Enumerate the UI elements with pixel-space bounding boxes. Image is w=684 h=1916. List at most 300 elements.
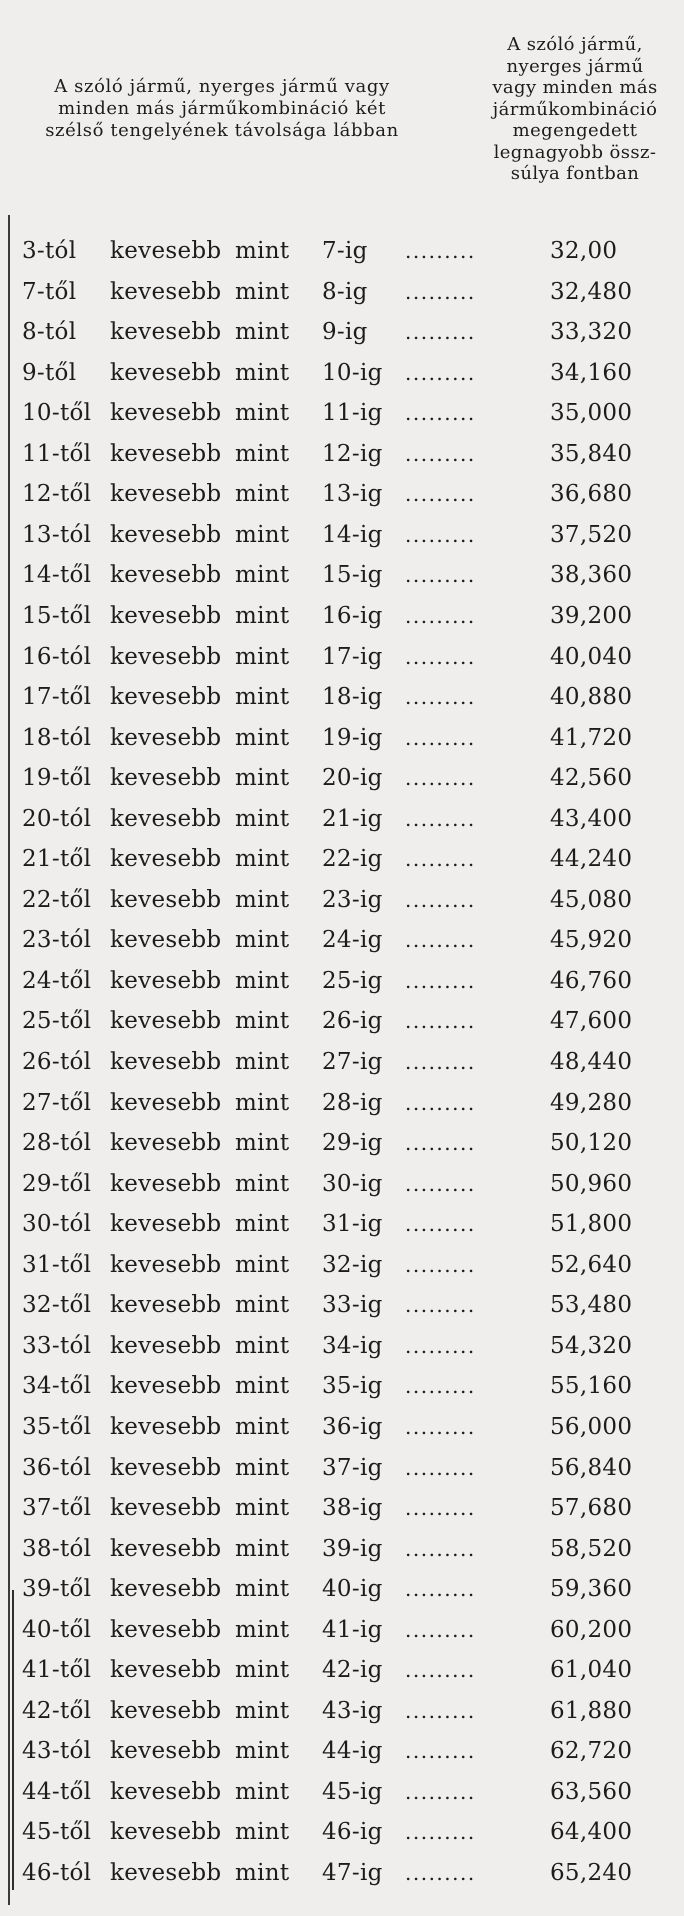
max-weight-value: 42,560	[550, 765, 633, 792]
distance-to: 34-ig	[322, 1332, 383, 1359]
less-than-word: kevesebb	[110, 1454, 222, 1481]
max-weight-value: 60,200	[550, 1616, 633, 1643]
max-weight-value: 65,240	[550, 1860, 633, 1886]
mint-word: mint	[235, 1332, 290, 1359]
distance-to: 30-ig	[322, 1170, 383, 1197]
table-row	[0, 1164, 684, 1205]
distance-from: 45-től	[22, 1819, 92, 1846]
less-than-word: kevesebb	[110, 1332, 222, 1359]
less-than-word: kevesebb	[110, 805, 222, 832]
max-weight-value: 47,600	[550, 1008, 633, 1035]
max-weight-value: 45,080	[550, 886, 633, 913]
leader-dots: .........	[405, 1496, 476, 1521]
mint-word: mint	[235, 562, 290, 589]
distance-to: 20-ig	[322, 765, 383, 792]
table-row	[0, 474, 684, 515]
max-weight-value: 35,000	[550, 400, 633, 427]
less-than-word: kevesebb	[110, 238, 222, 264]
distance-to: 29-ig	[322, 1130, 383, 1157]
distance-to: 21-ig	[322, 805, 383, 832]
table-row	[0, 1245, 684, 1286]
less-than-word: kevesebb	[110, 1413, 222, 1440]
distance-to: 9-ig	[322, 319, 368, 346]
table-row	[0, 1610, 684, 1651]
distance-to: 33-ig	[322, 1292, 383, 1319]
mint-word: mint	[235, 481, 290, 508]
distance-from: 43-tól	[22, 1738, 92, 1765]
table-row	[0, 1853, 684, 1894]
less-than-word: kevesebb	[110, 643, 222, 670]
distance-to: 46-ig	[322, 1819, 383, 1846]
distance-from: 26-tól	[22, 1049, 92, 1075]
mint-word: mint	[235, 765, 290, 792]
max-weight-value: 61,040	[550, 1657, 633, 1684]
max-weight-value: 43,400	[550, 805, 633, 832]
distance-to: 19-ig	[322, 724, 383, 751]
table-row	[0, 1691, 684, 1732]
less-than-word: kevesebb	[110, 1049, 222, 1075]
distance-to: 25-ig	[322, 967, 383, 994]
mint-word: mint	[235, 1130, 290, 1157]
table-row	[0, 1772, 684, 1813]
mint-word: mint	[235, 1738, 290, 1765]
distance-from: 41-től	[22, 1657, 92, 1684]
leader-dots: .........	[405, 1455, 476, 1480]
max-weight-value: 40,040	[550, 643, 633, 670]
leader-dots: .........	[405, 1820, 476, 1845]
distance-to: 37-ig	[322, 1454, 383, 1481]
max-weight-value: 39,200	[550, 602, 633, 629]
distance-to: 38-ig	[322, 1495, 383, 1522]
leader-dots: .........	[405, 887, 476, 912]
mint-word: mint	[235, 278, 290, 305]
distance-to: 27-ig	[322, 1049, 383, 1075]
less-than-word: kevesebb	[110, 278, 222, 305]
distance-to: 14-ig	[322, 521, 383, 548]
mint-word: mint	[235, 359, 290, 386]
table-row	[0, 961, 684, 1002]
distance-from: 9-től	[22, 359, 77, 386]
table-row	[0, 231, 684, 272]
less-than-word: kevesebb	[110, 967, 222, 994]
distance-to: 15-ig	[322, 562, 383, 589]
distance-from: 46-tól	[22, 1860, 92, 1886]
max-weight-value: 52,640	[550, 1251, 633, 1278]
header-right-line: A szóló jármű,	[507, 34, 643, 55]
table-row	[0, 272, 684, 313]
distance-from: 21-től	[22, 846, 92, 873]
less-than-word: kevesebb	[110, 886, 222, 913]
table-row	[0, 1001, 684, 1042]
max-weight-value: 56,840	[550, 1454, 633, 1481]
mint-word: mint	[235, 1535, 290, 1562]
mint-word: mint	[235, 1576, 290, 1603]
leader-dots: .........	[405, 1698, 476, 1723]
table-row	[0, 312, 684, 353]
mint-word: mint	[235, 1251, 290, 1278]
less-than-word: kevesebb	[110, 1495, 222, 1522]
mint-word: mint	[235, 684, 290, 711]
max-weight-value: 40,880	[550, 684, 633, 711]
less-than-word: kevesebb	[110, 359, 222, 386]
header-right-line: legnagyobb össz-	[493, 141, 657, 163]
header-right-line: járműkombináció	[492, 98, 658, 120]
max-weight-value: 36,680	[550, 481, 633, 508]
leader-dots: .........	[405, 1861, 476, 1885]
less-than-word: kevesebb	[110, 1211, 222, 1238]
max-weight-value: 49,280	[550, 1089, 633, 1116]
distance-from: 27-től	[22, 1089, 92, 1116]
distance-from: 30-tól	[22, 1211, 92, 1238]
leader-dots: .........	[405, 1414, 476, 1439]
less-than-word: kevesebb	[110, 1251, 222, 1278]
mint-word: mint	[235, 1616, 290, 1643]
leader-dots: .........	[405, 1131, 476, 1156]
leader-dots: .........	[405, 563, 476, 588]
less-than-word: kevesebb	[110, 927, 222, 954]
leader-dots: .........	[405, 928, 476, 953]
header-left-line: minden más járműkombináció két	[58, 98, 386, 119]
distance-from: 16-tól	[22, 643, 92, 670]
max-weight-value: 51,800	[550, 1211, 633, 1238]
distance-from: 15-től	[22, 602, 92, 629]
less-than-word: kevesebb	[110, 1819, 222, 1846]
max-weight-value: 34,160	[550, 359, 633, 386]
distance-from: 25-től	[22, 1008, 92, 1035]
less-than-word: kevesebb	[110, 1089, 222, 1116]
mint-word: mint	[235, 886, 290, 913]
leader-dots: .........	[405, 644, 476, 669]
distance-from: 36-tól	[22, 1454, 92, 1481]
less-than-word: kevesebb	[110, 1738, 222, 1765]
table-row	[0, 839, 684, 880]
mint-word: mint	[235, 1819, 290, 1846]
less-than-word: kevesebb	[110, 1778, 222, 1805]
less-than-word: kevesebb	[110, 1535, 222, 1562]
distance-to: 35-ig	[322, 1373, 383, 1400]
max-weight-value: 62,720	[550, 1738, 633, 1765]
mint-word: mint	[235, 1697, 290, 1724]
less-than-word: kevesebb	[110, 765, 222, 792]
mint-word: mint	[235, 846, 290, 873]
max-weight-value: 55,160	[550, 1373, 633, 1400]
header-left-line: A szóló jármű, nyerges jármű vagy	[54, 76, 390, 97]
header-max-weight	[466, 34, 684, 185]
max-weight-value: 41,720	[550, 724, 633, 751]
leader-dots: .........	[405, 320, 476, 345]
leader-dots: .........	[405, 239, 476, 263]
table-row	[0, 1529, 684, 1570]
max-weight-value: 38,360	[550, 562, 633, 589]
less-than-word: kevesebb	[110, 1292, 222, 1319]
distance-from: 32-től	[22, 1292, 92, 1319]
leader-dots: .........	[405, 360, 476, 385]
header-right-line: vagy minden más	[492, 77, 658, 98]
distance-to: 12-ig	[322, 440, 383, 467]
table-row	[0, 1326, 684, 1367]
leader-dots: .........	[405, 401, 476, 426]
table-row	[0, 1083, 684, 1124]
less-than-word: kevesebb	[110, 1130, 222, 1157]
leader-dots: .........	[405, 1050, 476, 1074]
table-row	[0, 1123, 684, 1164]
mint-word: mint	[235, 724, 290, 751]
leader-dots: .........	[405, 1617, 476, 1642]
table-row	[0, 1204, 684, 1245]
less-than-word: kevesebb	[110, 1373, 222, 1400]
less-than-word: kevesebb	[110, 1008, 222, 1035]
distance-from: 28-tól	[22, 1130, 92, 1157]
less-than-word: kevesebb	[110, 1576, 222, 1603]
mint-word: mint	[235, 1657, 290, 1684]
distance-to: 22-ig	[322, 846, 383, 873]
less-than-word: kevesebb	[110, 1860, 222, 1886]
distance-to: 17-ig	[322, 643, 383, 670]
header-right-line: nyerges jármű	[506, 55, 644, 77]
distance-to: 26-ig	[322, 1008, 383, 1035]
distance-to: 31-ig	[322, 1211, 383, 1238]
header-right-line: megengedett	[512, 120, 638, 141]
mint-word: mint	[235, 1089, 290, 1116]
distance-from: 22-től	[22, 886, 92, 913]
header-axle-distance	[4, 76, 440, 142]
distance-from: 31-től	[22, 1251, 92, 1278]
table-row	[0, 1042, 684, 1083]
mint-word: mint	[235, 1778, 290, 1805]
distance-from: 3-tól	[22, 238, 77, 264]
leader-dots: .........	[405, 1577, 476, 1602]
leader-dots: .........	[405, 279, 476, 304]
distance-from: 7-től	[22, 278, 77, 305]
mint-word: mint	[235, 805, 290, 832]
distance-from: 8-tól	[22, 319, 77, 346]
table-row	[0, 718, 684, 759]
table-header	[0, 0, 684, 205]
distance-to: 24-ig	[322, 927, 383, 954]
max-weight-value: 57,680	[550, 1495, 633, 1522]
distance-from: 44-től	[22, 1778, 92, 1805]
distance-from: 35-től	[22, 1413, 92, 1440]
header-right-line: súlya fontban	[510, 163, 640, 184]
table-row	[0, 1569, 684, 1610]
max-weight-value: 32,00	[550, 238, 618, 264]
mint-word: mint	[235, 1211, 290, 1238]
distance-to: 18-ig	[322, 684, 383, 711]
leader-dots: .........	[405, 1739, 476, 1764]
distance-to: 40-ig	[322, 1576, 383, 1603]
leader-dots: .........	[405, 603, 476, 628]
table-row	[0, 1407, 684, 1448]
less-than-word: kevesebb	[110, 440, 222, 467]
leader-dots: .........	[405, 1293, 476, 1318]
mint-word: mint	[235, 319, 290, 346]
less-than-word: kevesebb	[110, 1170, 222, 1197]
distance-to: 7-ig	[322, 238, 368, 264]
leader-dots: .........	[405, 968, 476, 993]
leader-dots: .........	[405, 522, 476, 547]
max-weight-value: 45,920	[550, 927, 633, 954]
table-row	[0, 799, 684, 840]
distance-from: 19-től	[22, 765, 92, 792]
table-row	[0, 1285, 684, 1326]
distance-to: 8-ig	[322, 278, 368, 305]
table-row	[0, 596, 684, 637]
leader-dots: .........	[405, 1333, 476, 1358]
distance-to: 47-ig	[322, 1860, 383, 1886]
less-than-word: kevesebb	[110, 846, 222, 873]
mint-word: mint	[235, 238, 290, 264]
mint-word: mint	[235, 1454, 290, 1481]
leader-dots: .........	[405, 725, 476, 750]
less-than-word: kevesebb	[110, 724, 222, 751]
mint-word: mint	[235, 1373, 290, 1400]
table-row	[0, 637, 684, 678]
less-than-word: kevesebb	[110, 1616, 222, 1643]
max-weight-value: 50,120	[550, 1130, 633, 1157]
distance-from: 24-től	[22, 967, 92, 994]
distance-to: 23-ig	[322, 886, 383, 913]
leader-dots: .........	[405, 1009, 476, 1034]
distance-from: 10-től	[22, 400, 92, 427]
distance-from: 34-től	[22, 1373, 92, 1400]
table-row	[0, 758, 684, 799]
mint-word: mint	[235, 1495, 290, 1522]
max-weight-value: 48,440	[550, 1049, 633, 1075]
max-weight-value: 61,880	[550, 1697, 633, 1724]
distance-from: 29-től	[22, 1170, 92, 1197]
distance-from: 37-től	[22, 1495, 92, 1522]
distance-to: 41-ig	[322, 1616, 383, 1643]
table-row	[0, 515, 684, 556]
table-row	[0, 677, 684, 718]
table-row	[0, 555, 684, 596]
distance-to: 10-ig	[322, 359, 383, 386]
distance-to: 43-ig	[322, 1697, 383, 1724]
less-than-word: kevesebb	[110, 319, 222, 346]
mint-word: mint	[235, 1170, 290, 1197]
distance-from: 14-től	[22, 562, 92, 589]
header-left-line: szélső tengelyének távolsága lábban	[45, 120, 399, 141]
mint-word: mint	[235, 967, 290, 994]
leader-dots: .........	[405, 1171, 476, 1196]
table-row	[0, 434, 684, 475]
max-weight-value: 46,760	[550, 967, 633, 994]
distance-to: 32-ig	[322, 1251, 383, 1278]
leader-dots: .........	[405, 806, 476, 831]
mint-word: mint	[235, 927, 290, 954]
distance-to: 36-ig	[322, 1413, 383, 1440]
leader-dots: .........	[405, 482, 476, 507]
distance-to: 45-ig	[322, 1778, 383, 1805]
table-row	[0, 1366, 684, 1407]
distance-from: 20-tól	[22, 805, 92, 832]
max-weight-value: 56,000	[550, 1413, 633, 1440]
mint-word: mint	[235, 643, 290, 670]
less-than-word: kevesebb	[110, 521, 222, 548]
distance-to: 28-ig	[322, 1089, 383, 1116]
leader-dots: .........	[405, 1090, 476, 1115]
leader-dots: .........	[405, 1658, 476, 1683]
mint-word: mint	[235, 602, 290, 629]
mint-word: mint	[235, 1049, 290, 1075]
max-weight-value: 63,560	[550, 1778, 633, 1805]
table-row	[0, 1812, 684, 1853]
distance-from: 38-tól	[22, 1535, 92, 1562]
table-row	[0, 1731, 684, 1772]
distance-to: 16-ig	[322, 602, 383, 629]
distance-from: 42-től	[22, 1697, 92, 1724]
distance-from: 18-tól	[22, 724, 92, 751]
distance-from: 11-től	[22, 440, 92, 467]
max-weight-value: 54,320	[550, 1332, 633, 1359]
max-weight-value: 33,320	[550, 319, 633, 346]
leader-dots: .........	[405, 1536, 476, 1561]
distance-to: 39-ig	[322, 1535, 383, 1562]
leader-dots: .........	[405, 441, 476, 466]
table-row	[0, 353, 684, 394]
max-weight-value: 64,400	[550, 1819, 633, 1846]
distance-to: 11-ig	[322, 400, 383, 427]
mint-word: mint	[235, 1008, 290, 1035]
max-weight-value: 53,480	[550, 1292, 633, 1319]
less-than-word: kevesebb	[110, 1657, 222, 1684]
table-row	[0, 1448, 684, 1489]
leader-dots: .........	[405, 1252, 476, 1277]
distance-from: 39-től	[22, 1576, 92, 1603]
mint-word: mint	[235, 440, 290, 467]
distance-from: 13-tól	[22, 521, 92, 548]
less-than-word: kevesebb	[110, 1697, 222, 1724]
table-row	[0, 920, 684, 961]
distance-from: 17-től	[22, 684, 92, 711]
max-weight-value: 59,360	[550, 1576, 633, 1603]
less-than-word: kevesebb	[110, 400, 222, 427]
less-than-word: kevesebb	[110, 562, 222, 589]
leader-dots: .........	[405, 1212, 476, 1237]
max-weight-value: 50,960	[550, 1170, 633, 1197]
max-weight-value: 32,480	[550, 278, 633, 305]
distance-to: 44-ig	[322, 1738, 383, 1765]
less-than-word: kevesebb	[110, 684, 222, 711]
mint-word: mint	[235, 1292, 290, 1319]
table-row	[0, 1488, 684, 1529]
distance-to: 13-ig	[322, 481, 383, 508]
leader-dots: .........	[405, 766, 476, 791]
table-row	[0, 880, 684, 921]
max-weight-value: 44,240	[550, 846, 633, 873]
less-than-word: kevesebb	[110, 481, 222, 508]
distance-from: 40-től	[22, 1616, 92, 1643]
distance-from: 33-tól	[22, 1332, 92, 1359]
leader-dots: .........	[405, 1779, 476, 1804]
leader-dots: .........	[405, 847, 476, 872]
less-than-word: kevesebb	[110, 602, 222, 629]
leader-dots: .........	[405, 1374, 476, 1399]
table-row	[0, 1650, 684, 1691]
mint-word: mint	[235, 1413, 290, 1440]
distance-from: 23-tól	[22, 927, 92, 954]
max-weight-value: 35,840	[550, 440, 633, 467]
mint-word: mint	[235, 521, 290, 548]
max-weight-value: 37,520	[550, 521, 633, 548]
distance-from: 12-től	[22, 481, 92, 508]
max-weight-value: 58,520	[550, 1535, 633, 1562]
mint-word: mint	[235, 1860, 290, 1886]
table-row	[0, 393, 684, 434]
distance-to: 42-ig	[322, 1657, 383, 1684]
leader-dots: .........	[405, 685, 476, 710]
mint-word: mint	[235, 400, 290, 427]
